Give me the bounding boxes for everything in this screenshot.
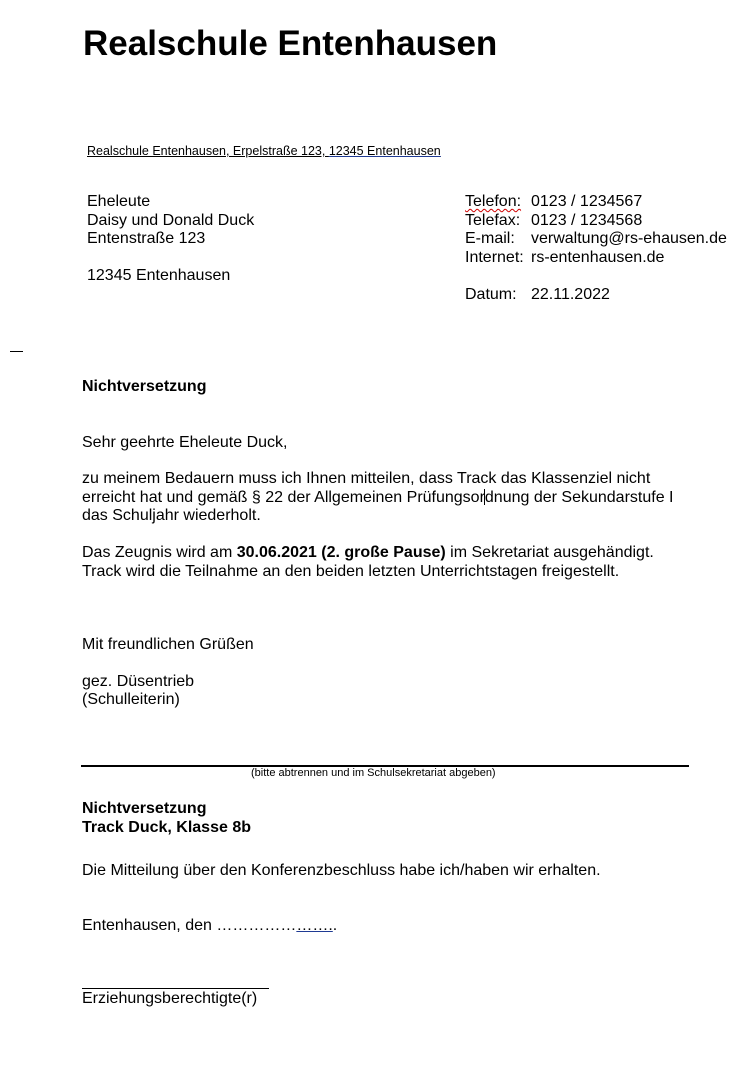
place-date-field[interactable]: Entenhausen, den …………………..	[82, 917, 338, 934]
contact-block	[465, 193, 727, 304]
internet-label: Internet:	[465, 248, 524, 266]
fax-row	[465, 212, 727, 231]
closing: Mit freundlichen Grüßen	[82, 636, 254, 653]
phone-row	[465, 193, 727, 212]
body-paragraph-2	[82, 544, 654, 581]
slip-student: Track Duck, Klasse 8b	[82, 819, 251, 836]
handout-date: 30.06.2021 (2. große Pause)	[236, 544, 446, 561]
sender-zip-city: 12345 Entenhausen	[328, 144, 441, 158]
sender-address: Realschule Entenhausen, Erpelstraße 123,	[87, 144, 329, 158]
school-name: Realschule Entenhausen	[83, 24, 498, 63]
internet-value[interactable]: rs-entenhausen.de	[531, 248, 665, 266]
email-label: E-mail:	[465, 230, 515, 247]
fold-mark	[10, 351, 23, 352]
signature-role: (Schulleiterin)	[82, 691, 180, 708]
slip-title: Nichtversetzung	[82, 800, 207, 817]
fax-value: 0123 / 1234568	[531, 211, 643, 229]
body-paragraph-1	[82, 470, 673, 526]
phone-label: Telefon:	[465, 193, 522, 210]
body-line: erreicht hat und gemäß § 22 der Allgemeinen Prüfungsordnung der Sekundarstufe I	[82, 488, 674, 506]
salutation: Sehr geehrte Eheleute Duck,	[82, 434, 288, 451]
fax-label: Telefax:	[465, 211, 521, 229]
recipient-line: Eheleute	[87, 193, 151, 210]
date-value: 22.11.2022	[531, 285, 610, 303]
cut-note: (bitte abtrennen und im Schulsekretariat abgeben)	[251, 767, 496, 779]
recipient-city: 12345 Entenhausen	[87, 267, 231, 284]
date-row	[465, 286, 727, 305]
body-line: zu meinem Bedauern muss ich Ihnen mitteilen, dass Track das Klassenziel nicht	[82, 470, 651, 487]
recipient-name: Daisy und Donald Duck	[87, 211, 255, 229]
signature: gez. Düsentrieb	[82, 673, 195, 690]
letter-subject: Nichtversetzung	[82, 378, 207, 395]
body-line: Track wird die Teilnahme an den beiden letzten Unterrichtstagen freigestellt.	[82, 562, 620, 580]
guardian-signature-label: Erziehungsberechtigte(r)	[82, 990, 258, 1007]
recipient-street: Entenstraße 123	[87, 230, 206, 247]
signature-line	[82, 988, 269, 989]
body-line: Das Zeugnis wird am 30.06.2021 (2. große Pause) im Sekretariat ausgehändigt.	[82, 544, 654, 561]
email-value[interactable]: verwaltung@rs-ehausen.de	[531, 230, 727, 247]
sender-address-line	[87, 143, 441, 159]
date-label: Datum:	[465, 285, 517, 303]
internet-row	[465, 249, 727, 268]
body-line: das Schuljahr wiederholt.	[82, 507, 261, 524]
phone-value: 0123 / 1234567	[531, 193, 643, 210]
recipient-address	[87, 193, 254, 286]
slip-acknowledgement: Die Mitteilung über den Konferenzbeschluss habe ich/haben wir erhalten.	[82, 862, 601, 879]
email-row	[465, 230, 727, 249]
